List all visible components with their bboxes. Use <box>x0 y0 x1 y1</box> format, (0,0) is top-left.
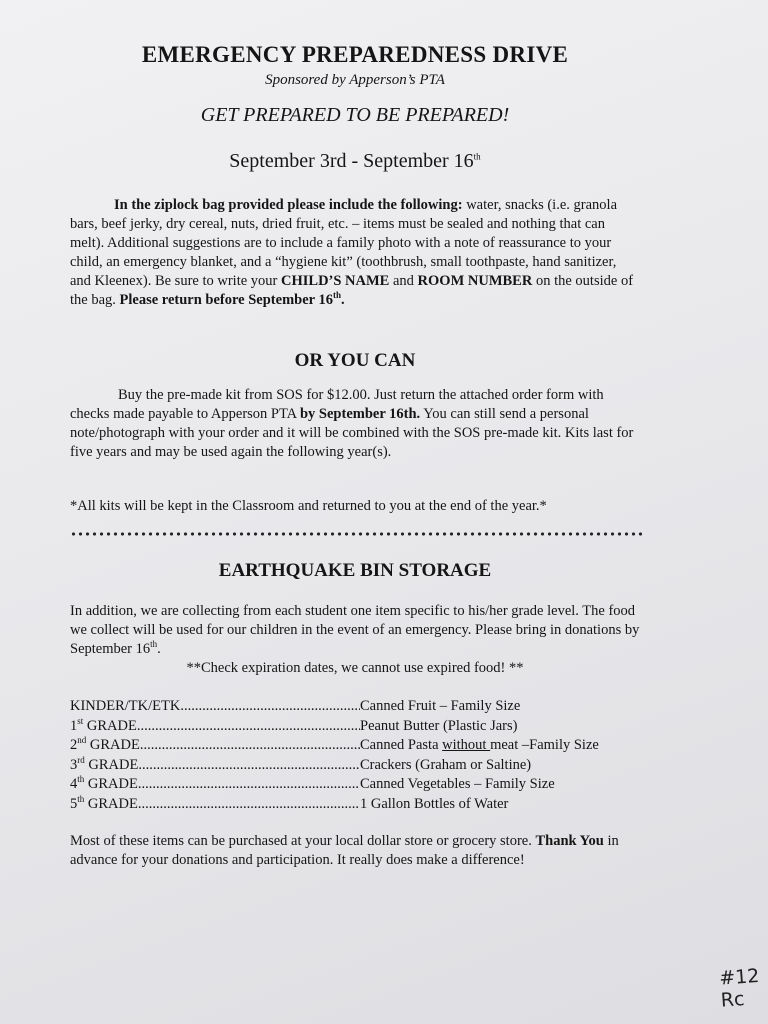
premade-kit-paragraph <box>70 386 640 462</box>
grade-label: 4th GRADE <box>70 775 138 792</box>
grade-item: Crackers (Graham or Saltine) <box>360 756 532 773</box>
grade-row <box>70 756 670 776</box>
grade-label: 5th GRADE <box>70 794 138 812</box>
thank-you: Thank You <box>535 833 604 849</box>
grade-row <box>70 795 670 815</box>
room-number-label: ROOM NUMBER <box>417 273 533 289</box>
grade-row <box>70 775 670 795</box>
grade-item: Canned Pasta without meat –Family Size <box>360 737 599 753</box>
return-deadline-text: Please return before September 16 <box>119 292 333 308</box>
handwritten-number: #12 <box>718 964 761 990</box>
date-range <box>0 150 710 173</box>
ziplock-text-1: water, snacks (i.e. granola bars, beef jerky, dry cereal, nuts, dried fruit, etc. – items must be sealed and nothing that can melt). Additional suggestions are to include a family photo with a note of reassurance to your child, an emergency blanket, and a “hygiene kit” (toothbrush, small toothpaste, hand sanitizer, and Kleenex). Be sure to write your <box>70 197 618 289</box>
or-you-can-heading: OR YOU CAN <box>294 350 416 371</box>
earthquake-text-end: . <box>157 641 161 657</box>
dot-leader <box>138 775 360 795</box>
handwritten-mark <box>719 964 768 1011</box>
dotted-divider <box>70 530 642 538</box>
grade-item: 1 Gallon Bottles of Water <box>360 795 509 812</box>
closing-paragraph <box>70 832 640 870</box>
flyer-title: EMERGENCY PREPAREDNESS DRIVE <box>141 42 569 67</box>
earthquake-text: In addition, we are collecting from each student one item specific to his/her grade level. The food we collect will be used for our children in the event of an emergency. Please bring in donations by September 16 <box>70 603 640 657</box>
expiration-check: **Check expiration dates, we cannot use expired food! ** <box>186 660 524 676</box>
premade-text-2: You can still send a personal note/photograph with your order and it will be combined with the SOS pre-made kit. Kits last for five years and may be used again the following year(s). <box>70 406 634 460</box>
grade-label: 3rd GRADE <box>70 755 139 773</box>
sponsor-line: Sponsored by Apperson’s PTA <box>265 72 445 88</box>
return-deadline-end: . <box>340 292 345 308</box>
ziplock-text-2: on the outside of the bag. <box>70 273 634 308</box>
grade-label: KINDER/TK/ETK <box>70 698 181 714</box>
dot-leader <box>140 736 360 756</box>
slogan: GET PREPARED TO BE PREPARED! <box>200 104 510 126</box>
and-text: and <box>389 273 418 289</box>
premade-deadline: by September 16th. <box>299 406 421 422</box>
date-range-sup: th <box>473 151 481 162</box>
return-deadline-sup: th <box>332 290 341 301</box>
ziplock-instructions <box>70 196 640 310</box>
closing-text-2: in advance for your donations and participation. It really does make a difference! <box>70 833 619 868</box>
grade-item: Canned Fruit – Family Size <box>360 698 521 714</box>
grade-row <box>70 736 670 756</box>
grade-item: Canned Vegetables – Family Size <box>360 776 555 792</box>
dot-leader <box>138 756 360 776</box>
grade-row <box>70 697 670 717</box>
closing-text-1: Most of these items can be purchased at your local dollar store or grocery store. <box>70 833 536 849</box>
grade-label: 1st GRADE <box>70 716 137 734</box>
grade-row <box>70 717 670 737</box>
earthquake-heading: EARTHQUAKE BIN STORAGE <box>218 560 492 581</box>
grade-label: 2nd GRADE <box>70 736 140 753</box>
date-range-text: September 3rd - September 16 <box>229 150 474 172</box>
grade-list <box>70 697 670 814</box>
dot-leader <box>138 795 360 815</box>
return-deadline <box>120 292 345 308</box>
premade-text-1: Buy the pre-made kit from SOS for $12.00. Just return the attached order form with checks made payable to Apperson PTA <box>70 387 604 422</box>
earthquake-sup: th <box>150 639 158 650</box>
ziplock-lead: In the ziplock bag provided please include the following: <box>114 197 463 213</box>
child-name-label: CHILD’S NAME <box>281 273 390 289</box>
earthquake-paragraph <box>70 602 640 678</box>
dot-leader <box>180 697 360 717</box>
handwritten-initials: Rc <box>720 988 746 1012</box>
classroom-note: *All kits will be kept in the Classroom and returned to you at the end of the year.* <box>70 498 547 514</box>
grade-item: Peanut Butter (Plastic Jars) <box>360 717 518 734</box>
dot-leader <box>137 717 360 737</box>
